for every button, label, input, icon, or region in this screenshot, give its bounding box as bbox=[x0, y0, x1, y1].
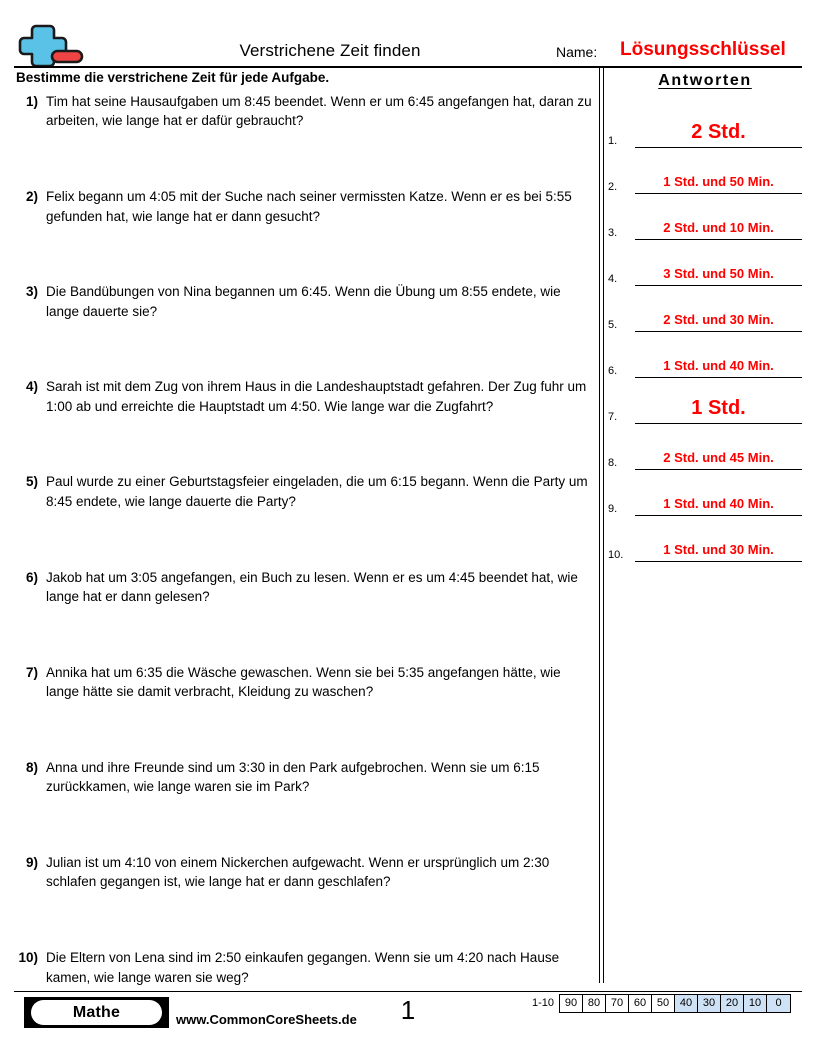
answer-value: 1 Std. und 50 Min. bbox=[635, 174, 802, 194]
answer-row bbox=[608, 470, 802, 516]
answer-index: 4. bbox=[608, 273, 618, 285]
answer-value: 3 Std. und 50 Min. bbox=[635, 266, 802, 286]
answer-row bbox=[608, 148, 802, 194]
answer-row bbox=[608, 332, 802, 378]
score-cell: 60 bbox=[629, 995, 652, 1012]
question-item bbox=[16, 948, 596, 987]
answer-value: 1 Std. und 40 Min. bbox=[635, 496, 802, 516]
answer-value: 2 Std. bbox=[635, 119, 802, 148]
answer-index: 5. bbox=[608, 319, 618, 331]
question-number: 10) bbox=[18, 950, 38, 965]
question-text: Felix begann um 4:05 mit der Suche nach seiner vermissten Katze. Wenn er es bei 5:55 gefunden hat, wie lange hat er dann gesucht? bbox=[46, 189, 572, 224]
questions-panel bbox=[16, 70, 596, 1043]
answer-row bbox=[608, 424, 802, 470]
score-cell: 80 bbox=[583, 995, 606, 1012]
question-item bbox=[16, 758, 596, 797]
answer-key-badge: Lösungsschlüssel bbox=[620, 39, 786, 60]
answer-value: 1 Std. und 40 Min. bbox=[635, 358, 802, 378]
answer-value: 1 Std. bbox=[635, 395, 802, 424]
answer-row bbox=[608, 102, 802, 148]
question-item bbox=[16, 472, 596, 511]
question-number: 2) bbox=[25, 189, 38, 204]
question-text: Sarah ist mit dem Zug von ihrem Haus in die Landeshauptstadt gefahren. Der Zug fuhr um 1:00 ab und erreichte die Hauptstadt um 4:50. Wie lange war die Zugfahrt? bbox=[46, 379, 587, 414]
answer-index: 9. bbox=[608, 503, 618, 515]
question-item bbox=[16, 663, 596, 702]
answer-value: 2 Std. und 10 Min. bbox=[635, 220, 802, 240]
score-cells bbox=[559, 994, 791, 1013]
score-cell: 40 bbox=[675, 995, 698, 1012]
page-number: 1 bbox=[400, 995, 416, 1025]
question-item bbox=[16, 92, 596, 131]
question-item bbox=[16, 568, 596, 607]
answer-index: 3. bbox=[608, 227, 618, 239]
instructions-text: Bestimme die verstrichene Zeit für jede Aufgabe. bbox=[16, 70, 330, 85]
answer-row bbox=[608, 240, 802, 286]
answer-index: 10. bbox=[608, 549, 624, 561]
question-number: 8) bbox=[25, 759, 38, 775]
page-header bbox=[0, 0, 816, 68]
question-number: 5) bbox=[25, 474, 38, 490]
question-text: Julian ist um 4:10 von einem Nickerchen aufgewacht. Wenn er ursprünglich um 2:30 schlafen gegangen ist, wie lange hat er dann geschlafen? bbox=[46, 854, 550, 890]
answer-value: 2 Std. und 30 Min. bbox=[635, 312, 802, 332]
question-number: 9) bbox=[25, 854, 38, 870]
score-cell: 0 bbox=[767, 995, 790, 1012]
question-text: Die Bandübungen von Nina begannen um 6:45. Wenn die Übung um 8:55 endete, wie lange dauerte sie? bbox=[46, 284, 561, 319]
answer-list bbox=[608, 102, 802, 562]
score-range-label: 1-10 bbox=[532, 997, 555, 1009]
question-text: Tim hat seine Hausaufgaben um 8:45 beendet. Wenn er um 6:45 angefangen hat, daran zu arbeiten, wie lange hat er dafür gebraucht? bbox=[46, 93, 592, 129]
question-text: Paul wurde zu einer Geburtstagsfeier eingeladen, die um 6:15 begann. Wenn die Party um 8:45 endete, wie lange dauerte die Party? bbox=[46, 474, 588, 509]
answer-index: 2. bbox=[608, 181, 618, 193]
score-cell: 70 bbox=[606, 995, 629, 1012]
page-title: Verstrichene Zeit finden bbox=[239, 41, 421, 60]
answer-key-panel bbox=[608, 70, 802, 562]
question-item bbox=[16, 187, 596, 226]
question-number: 6) bbox=[25, 569, 38, 585]
answer-value: 2 Std. und 45 Min. bbox=[635, 450, 802, 470]
question-item bbox=[16, 377, 596, 416]
answer-row bbox=[608, 516, 802, 562]
answer-index: 8. bbox=[608, 457, 618, 469]
answer-index: 1. bbox=[608, 135, 618, 147]
question-number: 7) bbox=[25, 664, 38, 680]
subject-label: Mathe bbox=[31, 1000, 162, 1025]
name-label: Name: bbox=[556, 44, 598, 60]
question-text: Jakob hat um 3:05 angefangen, ein Buch zu lesen. Wenn er es um 4:45 beendet hat, wie lange hat er dann gelesen? bbox=[46, 569, 578, 605]
answer-row bbox=[608, 194, 802, 240]
score-cell: 20 bbox=[721, 995, 744, 1012]
question-number: 4) bbox=[25, 379, 38, 395]
answer-index: 7. bbox=[608, 411, 618, 423]
score-scale bbox=[532, 994, 791, 1013]
score-cell: 90 bbox=[560, 995, 583, 1012]
question-text: Anna und ihre Freunde sind um 3:30 in den Park aufgebrochen. Wenn sie um 6:15 zurückkamen, wie lange waren sie im Park? bbox=[46, 759, 540, 795]
score-cell: 50 bbox=[652, 995, 675, 1012]
question-item bbox=[16, 853, 596, 892]
plus-minus-math-icon bbox=[14, 22, 94, 66]
answer-key-title: Antworten bbox=[658, 72, 752, 89]
header-divider bbox=[14, 66, 802, 68]
score-cell: 30 bbox=[698, 995, 721, 1012]
site-url: www.CommonCoreSheets.de bbox=[176, 1012, 357, 1027]
question-text: Die Eltern von Lena sind im 2:50 einkaufen gegangen. Wenn sie um 4:20 nach Hause kamen, wie lange waren sie weg? bbox=[46, 950, 560, 985]
footer-divider bbox=[14, 991, 802, 992]
question-text: Annika hat um 6:35 die Wäsche gewaschen. Wenn sie bei 5:35 angefangen hätte, wie lange hätte sie damit verbracht, Kleidung zu waschen? bbox=[46, 664, 561, 700]
column-divider bbox=[599, 68, 605, 983]
question-number: 3) bbox=[25, 284, 38, 300]
question-number: 1) bbox=[25, 93, 38, 109]
answer-index: 6. bbox=[608, 365, 618, 377]
answer-value: 1 Std. und 30 Min. bbox=[635, 542, 802, 562]
score-cell: 10 bbox=[744, 995, 767, 1012]
answer-row bbox=[608, 378, 802, 424]
question-item bbox=[16, 282, 596, 321]
answer-row bbox=[608, 286, 802, 332]
